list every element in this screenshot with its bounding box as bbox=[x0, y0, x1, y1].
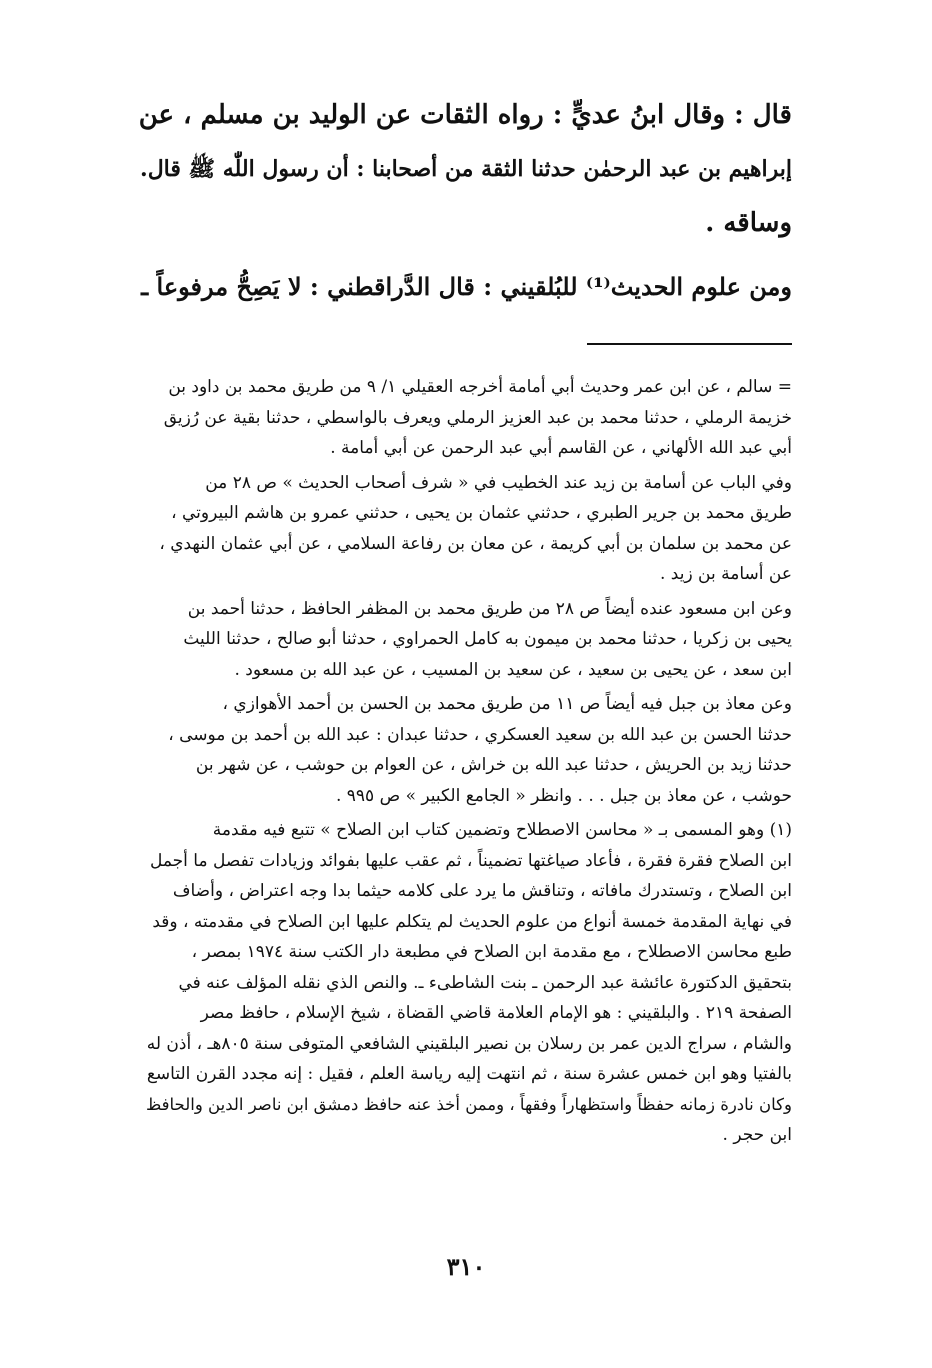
page-number: ٣١٠ bbox=[446, 1252, 486, 1281]
footnote-line: يحيى بن زكريا ، حدثنا محمد بن ميمون به كامل الحمراوي ، حدثنا أبو صالح ، حدثنا الليث bbox=[183, 629, 792, 649]
main-text bbox=[130, 88, 792, 314]
footnote-line: عن محمد بن سلمان بن أبي كريمة ، عن معان بن رفاعة السلامي ، عن أبي عثمان النهدي ، bbox=[159, 533, 792, 554]
footnote-line: وفي الباب عن أسامة بن زيد عند الخطيب في « شرف أصحاب الحديث » ص ٢٨ من bbox=[205, 472, 792, 493]
footnote-block-usama bbox=[130, 468, 792, 590]
footnote-line: والشام ، سراج الدين عمر بن رسلان بن نصير البلقيني الشافعي المتوفى سنة ٨٠٥هـ ، أذن له bbox=[146, 1033, 792, 1054]
main-line: ومن علوم الحديث⁽¹⁾ للبُلقيني : قال الدَّراقطني : لا يَصِحُّ مرفوعاً ـ bbox=[141, 272, 792, 301]
footnote-line: بالفتيا وهو ابن خمس عشرة سنة ، ثم انتهت إليه رياسة العلم ، فقيل : إنه مجدد القرن التاسع bbox=[146, 1064, 792, 1084]
footnote-divider bbox=[587, 343, 792, 345]
footnote-line: وعن معاذ بن جبل فيه أيضاً ص ١١ من طريق محمد بن الحسن بن أحمد الأهوازي ، bbox=[222, 694, 792, 714]
footnote-line: ابن الصلاح ، وتستدرك مافاته ، وتناقش ما يرد على كلامه حيثما بدا وجه اعتراض ، وأضاف bbox=[172, 881, 792, 901]
footnotes bbox=[130, 372, 792, 1155]
footnote-line: وكان نادرة زمانه حفظاً واستظهاراً وفقهاً ، وممن أخذ عنه حافظ دمشق ابن ناصر الدين والحافظ bbox=[145, 1094, 792, 1114]
main-line: قال : وقال ابنُ عديٍّ : رواه الثقات عن الوليد بن مسلم ، عن bbox=[138, 100, 792, 130]
footnote-line: حوشب ، عن معاذ بن جبل . . . وانظر « الجامع الكبير » ص ٩٩٥ . bbox=[335, 785, 792, 806]
footnote-1 bbox=[130, 815, 792, 1151]
footnote-line: ابن سعد ، عن يحيى بن سعيد ، عن سعيد بن المسيب ، عن عبد الله بن مسعود . bbox=[234, 659, 792, 680]
main-paragraph-2 bbox=[130, 260, 792, 314]
footnote-line: ابن الصلاح فقرة فقرة ، فأعاد صياغتها تضميناً ، ثم عقب عليها بفوائد وزيادات تفصل ما أجمل bbox=[149, 850, 792, 871]
footnote-line: حدثنا زيد بن الحريش ، حدثنا عبد الله بن خراش ، عن العوام بن حوشب ، عن شهر بن bbox=[195, 755, 792, 775]
footnote-line: في نهاية المقدمة خمسة أنواع من علوم الحديث لم يتكلم عليها ابن الصلاح في مقدمته ، وقد bbox=[152, 911, 792, 932]
footnote-line: الصفحة ٢١٩ . والبلقيني : هو الإمام العلامة قاضي القضاة ، شيخ الإسلام ، حافظ مصر bbox=[200, 1003, 792, 1023]
footnote-line: بتحقيق الدكتورة عائشة عبد الرحمن ـ بنت الشاطىء ـ. والنص الذي نقله المؤلف عنه في bbox=[178, 972, 792, 993]
footnote-block-ibn-masud bbox=[130, 594, 792, 686]
footnote-line: عن أسامة بن زيد . bbox=[659, 564, 792, 584]
footnote-line: وعن ابن مسعود عنده أيضاً ص ٢٨ من طريق محمد بن المظفر الحافظ ، حدثنا أحمد بن bbox=[187, 598, 792, 619]
main-line: إبراهيم بن عبد الرحمٰن حدثنا الثقة من أصحابنا : أن رسول اللّٰه ﷺ قال. bbox=[140, 156, 792, 182]
footnote-block-continuation bbox=[130, 372, 792, 464]
main-line: وساقه . bbox=[705, 208, 792, 238]
footnote-line: = سالم ، عن ابن عمر وحديث أبي أمامة أخرجه العقيلي ١/ ٩ من طريق محمد بن داود بن bbox=[168, 377, 792, 397]
footnote-line: (١) وهو المسمى بـ « محاسن الاصطلاح وتضمين كتاب ابن الصلاح » تتبع فيه مقدمة bbox=[212, 820, 792, 840]
footnote-line: طبع محاسن الاصطلاح ، مع مقدمة ابن الصلاح في مطبعة دار الكتب سنة ١٩٧٤ بمصر ، bbox=[191, 942, 792, 962]
footnote-line: خزيمة الرملي ، حدثنا محمد بن عبد العزيز الرملي ويعرف بالواسطي ، حدثنا بقية عن رُزيق bbox=[163, 407, 792, 428]
footnote-block-muadh bbox=[130, 689, 792, 811]
footnote-line: حدثنا الحسن بن عبد الله بن سعيد العسكري ، حدثنا عبدان : عبد الله بن أحمد بن موسى ، bbox=[168, 724, 792, 745]
footnote-line: أبي عبد الله الألهاني ، عن القاسم أبي عبد الرحمن عن أبي أمامة . bbox=[330, 438, 792, 458]
footnote-line: ابن حجر . bbox=[722, 1125, 792, 1145]
footnote-line: طريق محمد بن جرير الطبري ، حدثني عثمان بن يحيى ، حدثني عمرو بن هاشم البيروتي ، bbox=[171, 503, 792, 523]
main-paragraph-1 bbox=[130, 88, 792, 250]
